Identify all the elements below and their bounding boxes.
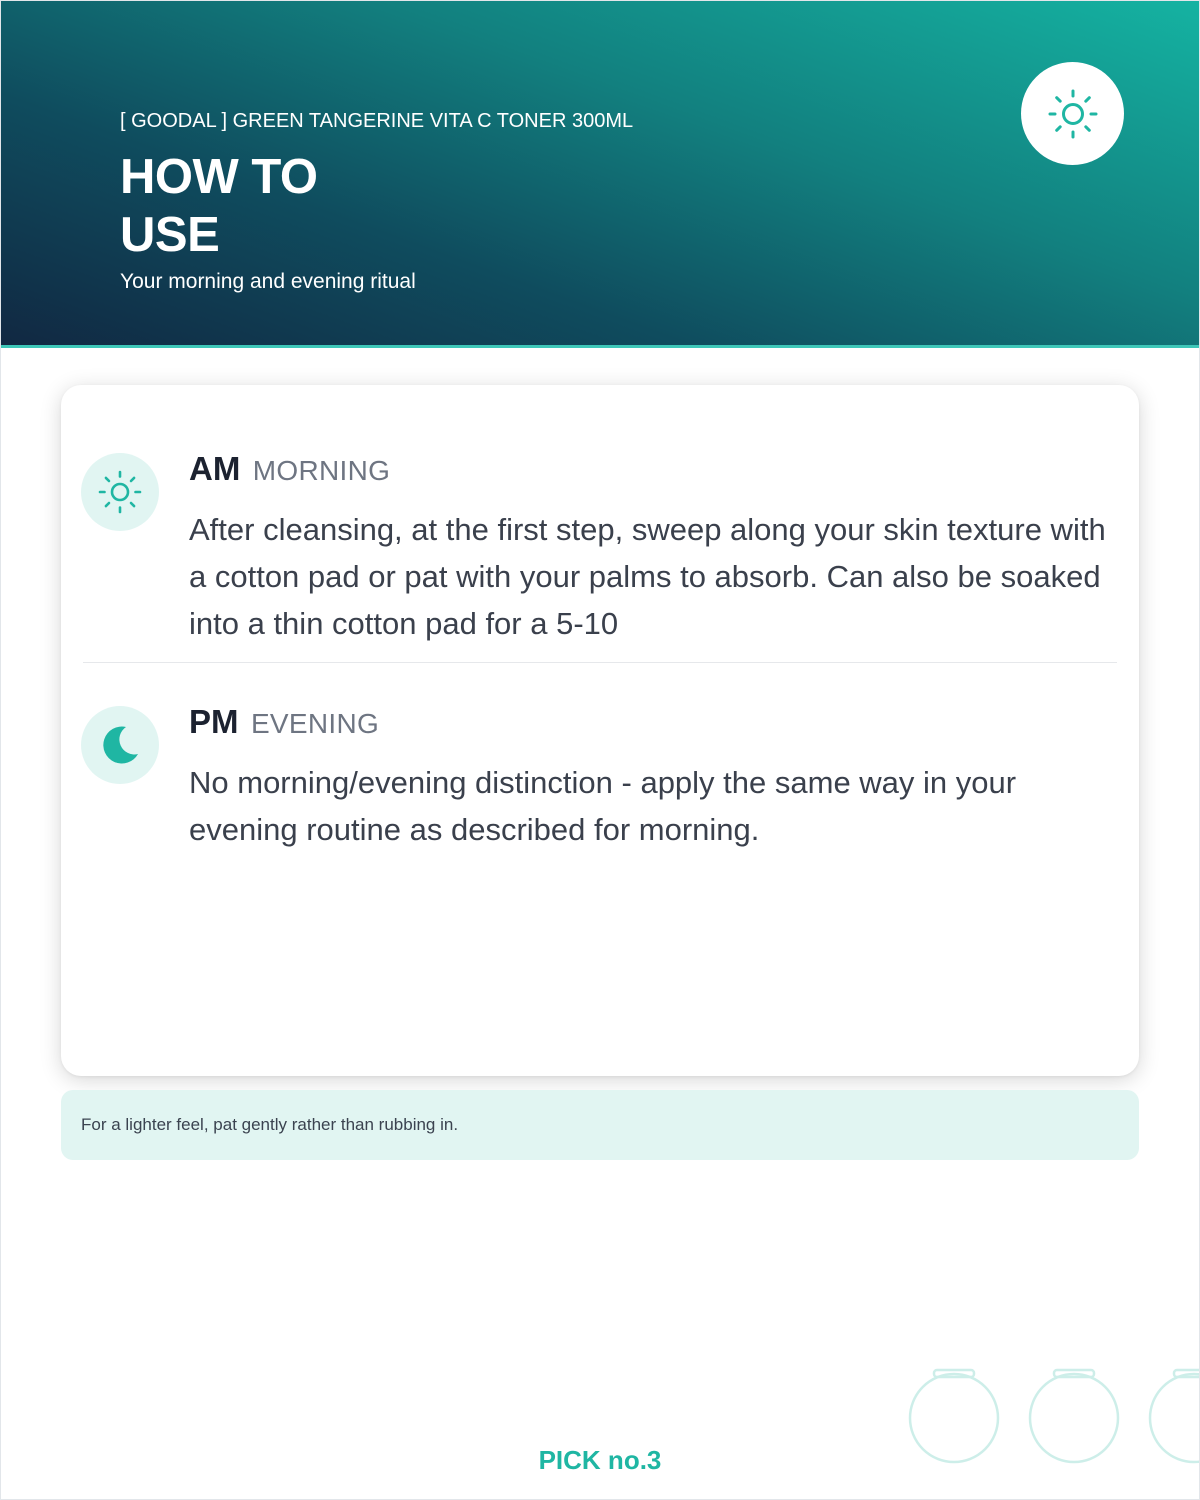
header-sun-badge [1021, 62, 1124, 165]
step-pm-text: No morning/evening distinction - apply the same way in your evening routine as described for morning. [189, 765, 1017, 847]
step-divider [83, 662, 1117, 663]
step-pm-code: PM [189, 703, 239, 740]
header-banner [0, 0, 1200, 345]
step-am-code: AM [189, 450, 241, 487]
sun-icon [1044, 85, 1102, 143]
tip-box [61, 1090, 1139, 1160]
step-pm-heading [189, 703, 379, 741]
tip-text: For a lighter feel, pat gently rather than rubbing in. [81, 1115, 459, 1134]
page-subtitle: Your morning and evening ritual [120, 270, 416, 293]
step-pm-icon-badge [81, 706, 159, 784]
step-am-period: MORNING [252, 455, 391, 486]
product-name: [ GOODAL ] GREEN TANGERINE VITA C TONER 300ML [120, 110, 634, 132]
step-pm-period: EVENING [250, 708, 380, 739]
page-title [120, 148, 318, 264]
step-am-text: After cleansing, at the first step, sweep along your skin texture with a cotton pad or pat with your palms to absorb. Can also be soaked into a thin cotton pad for a 5-10 [189, 512, 1106, 641]
step-am-heading [189, 450, 390, 488]
page-title-line-2: USE [120, 208, 220, 262]
header-divider [0, 345, 1200, 348]
step-am-icon-badge [81, 453, 159, 531]
sun-icon [95, 467, 145, 517]
pick-number-label: PICK no.3 [538, 1445, 662, 1475]
moon-icon [95, 720, 145, 770]
usage-card [61, 385, 1139, 1076]
page-title-line-1: HOW TO [120, 150, 318, 204]
